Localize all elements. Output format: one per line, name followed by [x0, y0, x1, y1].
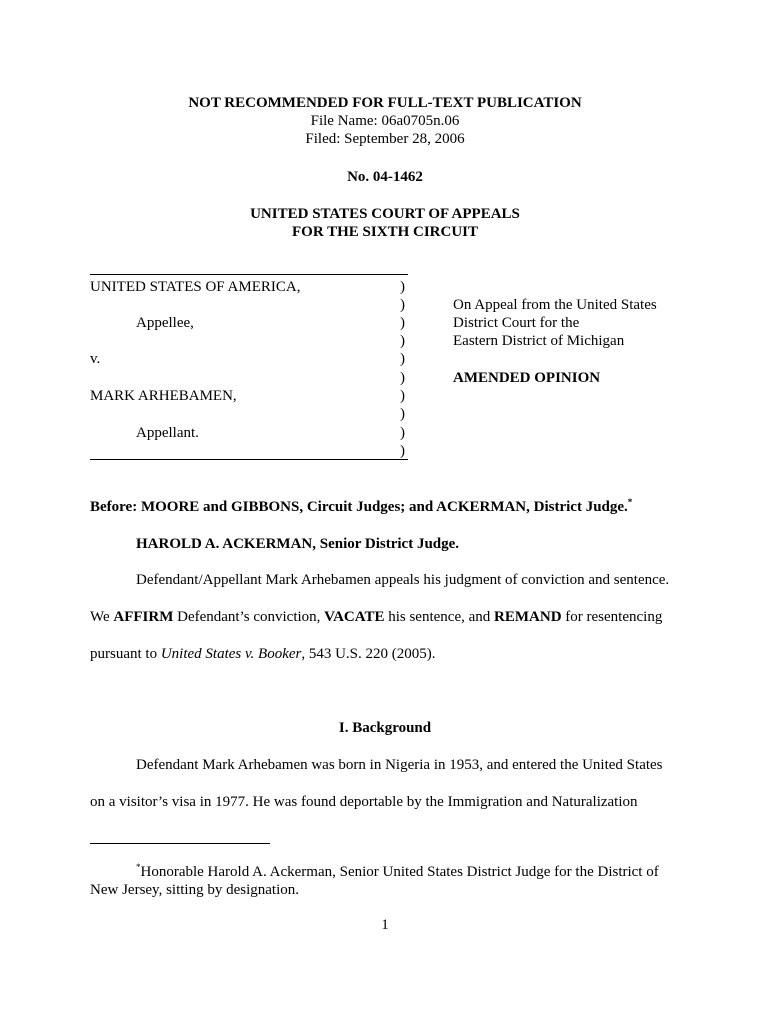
plaintiff-name: UNITED STATES OF AMERICA, — [90, 279, 301, 295]
appeal-info-line2: District Court for the — [453, 315, 580, 331]
court-name-line1: UNITED STATES COURT OF APPEALS — [250, 206, 520, 222]
case-citation: United States v. Booker — [160, 646, 302, 662]
footnote-line1 — [136, 863, 726, 881]
caption-paren: ) — [400, 279, 405, 295]
defendant-role: Appellant. — [136, 425, 199, 441]
affirm-term: AFFIRM — [113, 609, 174, 625]
caption-paren: ) — [400, 351, 405, 367]
intro-line3 — [90, 645, 680, 663]
caption-paren: ) — [400, 315, 405, 331]
footnote-text: Honorable Harold A. Ackerman, Senior United States District Judge for the District of — [140, 864, 659, 880]
text-run: his sentence, and — [384, 609, 495, 625]
background-line1: Defendant Mark Arhebamen was born in Nigeria in 1953, and entered the United States — [136, 757, 663, 773]
panel-judges — [90, 498, 680, 516]
file-name: File Name: 06a0705n.06 — [310, 113, 460, 129]
footnote-reference: * — [627, 497, 633, 507]
vacate-term: VACATE — [324, 609, 385, 625]
footnote-mark: * — [136, 862, 141, 872]
section-heading: I. Background — [338, 720, 432, 736]
amended-opinion-label: AMENDED OPINION — [453, 370, 601, 386]
text-run: for resentencing — [561, 609, 663, 625]
case-number: No. 04-1462 — [347, 169, 423, 185]
text-run: pursuant to — [90, 646, 161, 662]
caption-paren: ) — [400, 443, 405, 459]
plaintiff-role: Appellee, — [136, 315, 194, 331]
caption-bottom-rule — [90, 459, 408, 460]
versus: v. — [90, 351, 101, 367]
defendant-name: MARK ARHEBAMEN, — [90, 388, 237, 404]
caption-paren: ) — [400, 370, 405, 386]
appeal-info-line1: On Appeal from the United States — [453, 297, 657, 313]
caption-paren: ) — [400, 297, 405, 313]
court-name-line2: FOR THE SIXTH CIRCUIT — [291, 224, 478, 240]
remand-term: REMAND — [494, 609, 562, 625]
caption-paren: ) — [400, 425, 405, 441]
intro-line2 — [90, 608, 680, 626]
appeal-info-line3: Eastern District of Michigan — [453, 333, 625, 349]
publication-notice: NOT RECOMMENDED FOR FULL-TEXT PUBLICATION — [188, 95, 582, 111]
background-line2: on a visitor’s visa in 1977. He was found deportable by the Immigration and Naturalization — [90, 794, 638, 810]
footnote-rule — [90, 843, 270, 844]
intro-line1: Defendant/Appellant Mark Arhebamen appeals his judgment of conviction and sentence. — [136, 572, 670, 588]
text-run: , 543 U.S. 220 (2005). — [301, 646, 436, 662]
footnote-line2: New Jersey, sitting by designation. — [90, 882, 299, 898]
opinion-author: HAROLD A. ACKERMAN, Senior District Judge. — [136, 536, 460, 552]
filed-date: Filed: September 28, 2006 — [305, 131, 465, 147]
caption-paren: ) — [400, 388, 405, 404]
text-run: Defendant’s conviction, — [173, 609, 325, 625]
caption-top-rule — [90, 274, 408, 275]
page-number: 1 — [381, 917, 389, 933]
text-run: We — [90, 609, 114, 625]
panel-judges-text: Before: MOORE and GIBBONS, Circuit Judges; and ACKERMAN, District Judge. — [90, 499, 628, 515]
caption-paren: ) — [400, 406, 405, 422]
caption-paren: ) — [400, 333, 405, 349]
